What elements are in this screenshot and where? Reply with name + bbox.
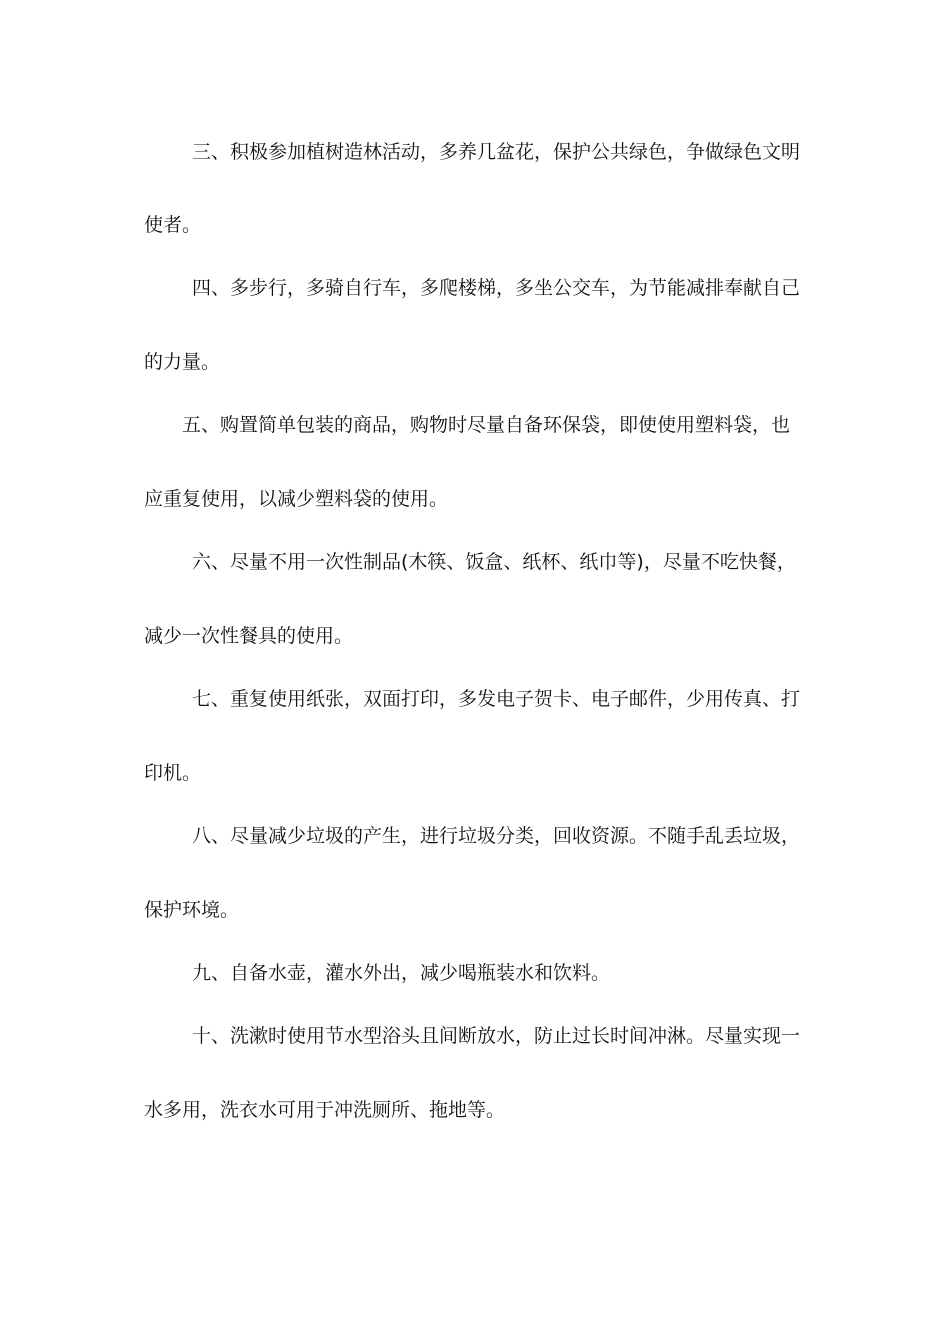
paragraph-3-line-2: 使者。: [144, 214, 202, 236]
paragraph-10-line-2: 水多用，洗衣水可用于冲洗厕所、拖地等。: [144, 1099, 506, 1121]
paragraph-6-line-1: 六、尽量不用一次性制品(木筷、饭盒、纸杯、纸巾等)，尽量不吃快餐，: [192, 551, 796, 573]
paragraph-8-line-1: 八、尽量减少垃圾的产生，进行垃圾分类，回收资源。不随手乱丢垃圾，: [192, 825, 801, 847]
paragraph-4-line-2: 的力量。: [144, 351, 221, 373]
paragraph-5-line-1: 五、购置简单包装的商品，购物时尽量自备环保袋，即使使用塑料袋，也: [182, 414, 791, 436]
paragraph-6-line-2: 减少一次性餐具的使用。: [144, 625, 354, 647]
paragraph-5-line-2: 应重复使用，以减少塑料袋的使用。: [144, 488, 449, 510]
paragraph-7-line-1: 七、重复使用纸张，双面打印，多发电子贺卡、电子邮件，少用传真、打: [192, 688, 801, 710]
paragraph-3-line-1: 三、积极参加植树造林活动，多养几盆花，保护公共绿色，争做绿色文明: [192, 141, 801, 163]
paragraph-9-line-1: 九、自备水壶，灌水外出，减少喝瓶装水和饮料。: [192, 962, 611, 984]
paragraph-4-line-1: 四、多步行，多骑自行车，多爬楼梯，多坐公交车，为节能减排奉献自己: [192, 277, 801, 299]
paragraph-10-line-1: 十、洗漱时使用节水型浴头且间断放水，防止过长时间冲淋。尽量实现一: [192, 1025, 801, 1047]
paragraph-8-line-2: 保护环境。: [144, 899, 240, 921]
paragraph-7-line-2: 印机。: [144, 762, 202, 784]
